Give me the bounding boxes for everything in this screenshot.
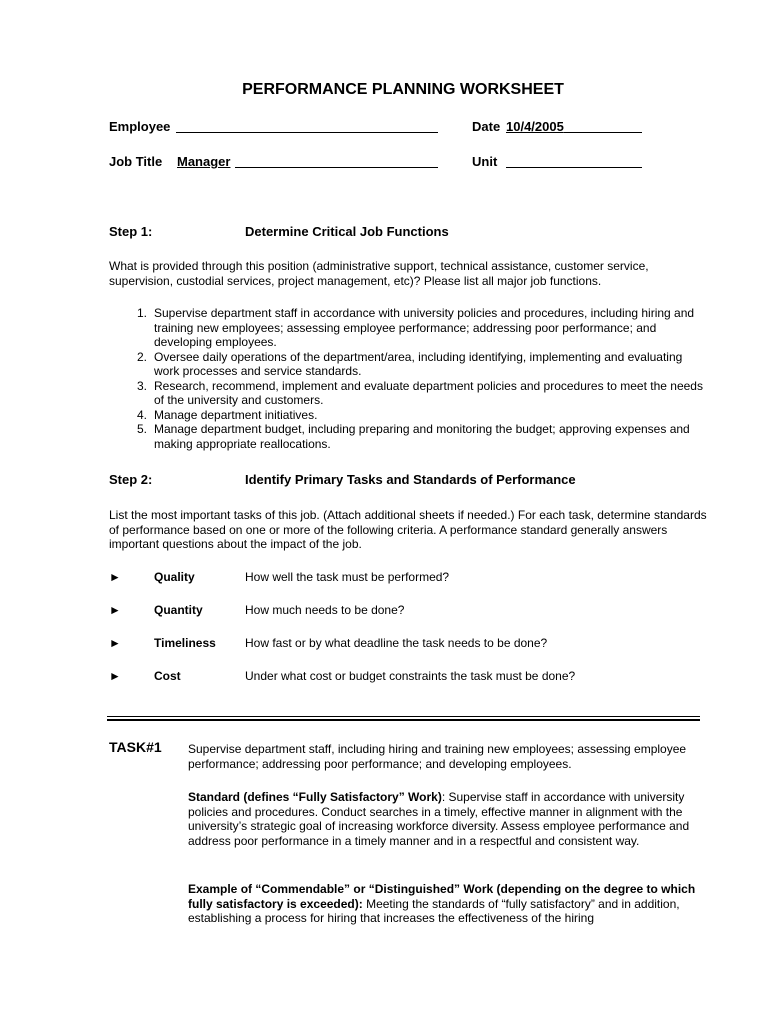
example-label: Example of “Commendable” or “Distinguished” Work (depending on the degree to which fully satisfactory is exceeded): xyxy=(188,882,696,911)
unit-label: Unit xyxy=(472,154,498,169)
page-title: PERFORMANCE PLANNING WORKSHEET xyxy=(242,81,564,98)
criteria-name: Quantity xyxy=(154,603,203,617)
arrow-icon: ► xyxy=(109,636,121,650)
arrow-icon: ► xyxy=(109,570,121,584)
step2-heading: Identify Primary Tasks and Standards of Performance xyxy=(245,472,576,487)
list-item: 3. Research, recommend, implement and evaluate department policies and procedures to meet the needs of the university and customers. xyxy=(136,378,703,407)
list-item: 1. Supervise department staff in accordance with university policies and procedures, including hiring and training new employees; assessing employee performance; addressing poor performance; and developing employees. xyxy=(136,306,695,349)
criteria-row-quantity xyxy=(109,603,709,619)
standard-label: Standard (defines “Fully Satisfactory” Work) xyxy=(188,790,442,804)
date-field[interactable]: 10/4/2005 xyxy=(506,119,564,134)
criteria-name: Cost xyxy=(154,669,181,683)
criteria-desc: How much needs to be done? xyxy=(245,603,405,617)
criteria-name: Timeliness xyxy=(154,636,216,650)
task1-standard xyxy=(188,790,708,848)
unit-field-line[interactable] xyxy=(506,167,642,168)
list-item: 2. Oversee daily operations of the department/area, including identifying, implementing and evaluating work processes and service standards. xyxy=(136,349,683,378)
divider xyxy=(107,716,700,717)
criteria-row-quality xyxy=(109,570,709,586)
criteria-row-cost xyxy=(109,669,709,685)
criteria-name: Quality xyxy=(154,570,195,584)
criteria-desc: How fast or by what deadline the task needs to be done? xyxy=(245,636,548,650)
employee-label: Employee xyxy=(109,119,171,134)
date-label: Date xyxy=(472,119,501,134)
list-item: 5. Manage department budget, including preparing and monitoring the budget; approving expenses and making appropriate reallocations. xyxy=(136,422,690,451)
arrow-icon: ► xyxy=(109,603,121,617)
job-title-field[interactable]: Manager xyxy=(177,154,231,169)
job-functions-list xyxy=(109,306,704,451)
step1-heading: Determine Critical Job Functions xyxy=(245,224,449,239)
standard-text: : Supervise staff in accordance with university policies and procedures. Conduct searches in a timely, effective manner in alignment with the university’s strategic goal of increasing workforce diversity. Assess employee performance and address poor performance in a timely manner and in a respectful and consistent way. xyxy=(188,790,690,848)
divider xyxy=(107,719,700,721)
example-text: Meeting the standards of “fully satisfactory” and in addition, establishing a process for hiring that increases the effectiveness of the hiring xyxy=(188,896,680,925)
job-title-label: Job Title xyxy=(109,154,163,169)
date-field-line xyxy=(564,132,642,133)
criteria-desc: Under what cost or budget constraints the task must be done? xyxy=(245,669,576,683)
step2-label: Step 2: xyxy=(109,472,153,487)
step1-intro: What is provided through this position (administrative support, technical assistance, customer service, supervision, custodial services, project management, etc)? Please list all major job functions. xyxy=(109,259,649,288)
criteria-desc: How well the task must be performed? xyxy=(245,570,450,584)
task1-description: Supervise department staff, including hiring and training new employees; assessing employee performance; addressing poor performance; and developing employees. xyxy=(188,742,687,771)
task1-example xyxy=(188,882,708,926)
job-title-field-line xyxy=(235,167,438,168)
step2-intro: List the most important tasks of this job. (Attach additional sheets if needed.) For each task, determine standards of performance based on one or more of the following criteria. A performance standard generally answers important questions about the impact of the job. xyxy=(109,508,707,551)
step1-label: Step 1: xyxy=(109,224,153,239)
task1-label: TASK#1 xyxy=(109,739,162,755)
criteria-row-timeliness xyxy=(109,636,709,652)
arrow-icon: ► xyxy=(109,669,121,683)
list-item: 4. Manage department initiatives. xyxy=(136,407,318,422)
employee-field-line[interactable] xyxy=(176,132,438,133)
